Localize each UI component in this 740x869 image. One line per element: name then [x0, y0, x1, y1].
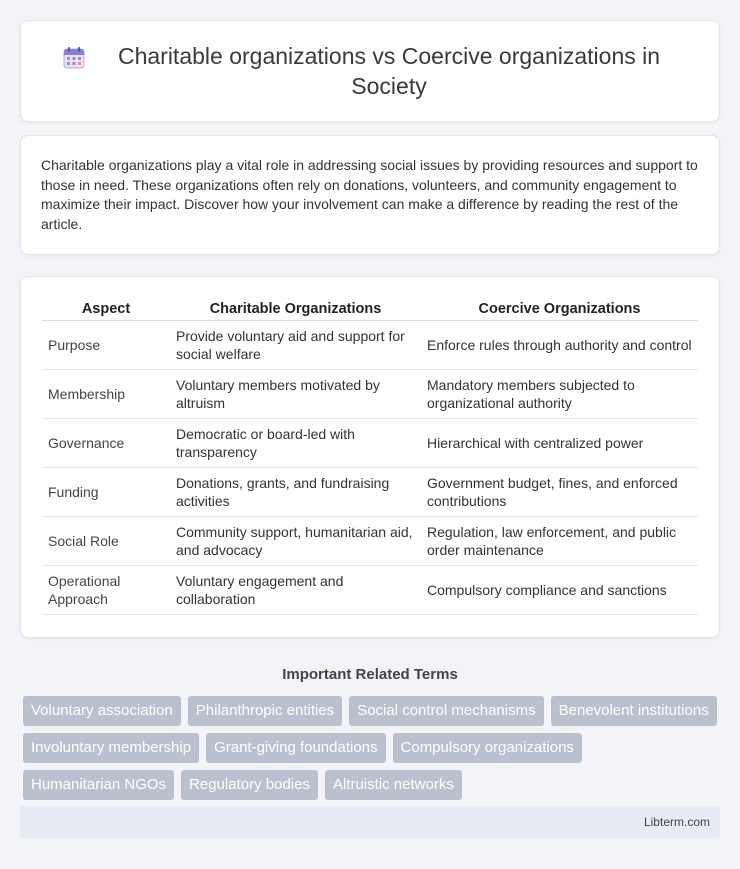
title-card	[20, 20, 720, 122]
table-row	[42, 419, 698, 468]
related-term-tag[interactable]: Humanitarian NGOs	[23, 770, 174, 800]
table-row	[42, 468, 698, 517]
related-term-tag[interactable]: Benevolent institutions	[551, 696, 717, 726]
row-coercive: Regulation, law enforcement, and public order maintenance	[421, 517, 698, 566]
related-term-tag[interactable]: Grant-giving foundations	[206, 733, 385, 763]
row-charitable: Voluntary engagement and collaboration	[170, 566, 421, 615]
row-coercive: Hierarchical with centralized power	[421, 419, 698, 468]
header-charitable: Charitable Organizations	[170, 297, 421, 321]
calendar-icon	[61, 45, 87, 71]
table-header-row	[42, 297, 698, 321]
row-aspect: Purpose	[42, 321, 170, 370]
comparison-table-card	[20, 276, 720, 638]
related-terms-heading: Important Related Terms	[282, 666, 458, 683]
row-coercive: Compulsory compliance and sanctions	[421, 566, 698, 615]
table-row	[42, 321, 698, 370]
row-aspect: Funding	[42, 468, 170, 517]
header-coercive: Coercive Organizations	[421, 297, 698, 321]
row-charitable: Democratic or board-led with transparency	[170, 419, 421, 468]
row-charitable: Provide voluntary aid and support for social welfare	[170, 321, 421, 370]
table-row	[42, 370, 698, 419]
related-terms-list	[20, 696, 720, 800]
page-title: Charitable organizations vs Coercive organizations in Society	[117, 43, 661, 99]
related-term-tag[interactable]: Altruistic networks	[325, 770, 462, 800]
footer-site-link[interactable]: Libterm.com	[643, 815, 710, 829]
row-charitable: Community support, humanitarian aid, and advocacy	[170, 517, 421, 566]
intro-text: Charitable organizations play a vital role in addressing social issues by providing resources and support to those in need. These organizations often rely on donations, volunteers, and community engagement to maximize their impact. Discover how your involvement can make a difference by reading the rest of the article.	[41, 157, 698, 232]
related-term-tag[interactable]: Philanthropic entities	[188, 696, 342, 726]
table-row	[42, 517, 698, 566]
row-aspect: Governance	[42, 419, 170, 468]
row-charitable: Donations, grants, and fundraising activities	[170, 468, 421, 517]
row-coercive: Mandatory members subjected to organizational authority	[421, 370, 698, 419]
table-row	[42, 566, 698, 615]
comparison-table	[42, 297, 698, 615]
row-aspect: Membership	[42, 370, 170, 419]
row-coercive: Enforce rules through authority and control	[421, 321, 698, 370]
row-aspect: Social Role	[42, 517, 170, 566]
title-wrap	[61, 41, 679, 101]
footer-bar	[20, 806, 720, 838]
related-term-tag[interactable]: Regulatory bodies	[181, 770, 318, 800]
related-term-tag[interactable]: Compulsory organizations	[393, 733, 582, 763]
intro-card	[20, 135, 720, 255]
related-term-tag[interactable]: Voluntary association	[23, 696, 181, 726]
header-aspect: Aspect	[42, 297, 170, 321]
row-coercive: Government budget, fines, and enforced contributions	[421, 468, 698, 517]
related-term-tag[interactable]: Involuntary membership	[23, 733, 199, 763]
related-term-tag[interactable]: Social control mechanisms	[349, 696, 543, 726]
row-aspect: Operational Approach	[42, 566, 170, 615]
row-charitable: Voluntary members motivated by altruism	[170, 370, 421, 419]
